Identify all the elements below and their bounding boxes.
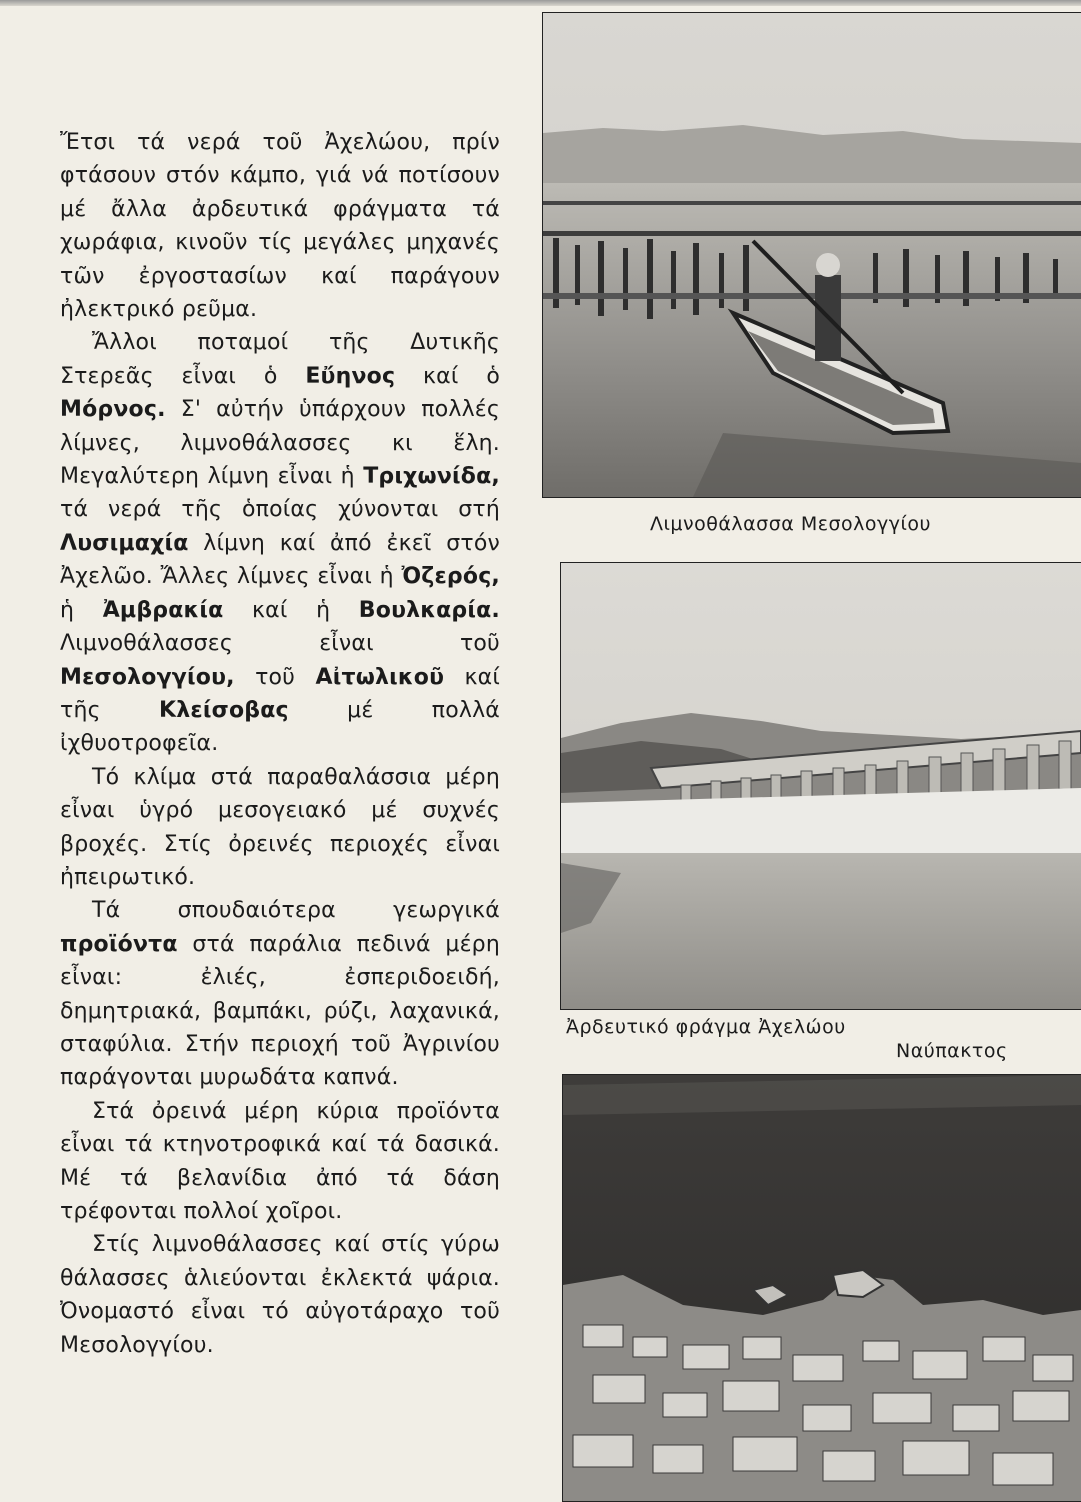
- paragraph-text: καί ὁ: [395, 363, 500, 389]
- bold-term: Αἰτωλικοῦ: [315, 664, 445, 690]
- paragraph-text: Λιμνοθάλασσες εἶναι τοῦ: [60, 631, 500, 657]
- bold-term: Εὔηνος: [305, 363, 396, 389]
- caption-photo1: Λιμνοθάλασσα Μεσολογγίου: [650, 513, 932, 535]
- photo-mesolongi-lagoon: [542, 12, 1081, 498]
- bold-term: Μεσολογγίου,: [60, 664, 235, 690]
- bold-term: Μόρνος.: [60, 397, 166, 423]
- page-top-border: [0, 0, 1081, 6]
- bold-term: Βουλκαρία.: [358, 597, 500, 623]
- paragraph-text: Τό κλίμα στά παραθαλάσσια μέρη εἶναι ὑγρό μεσογειακό μέ συχνές βροχές. Στίς ὀρεινές περιοχές εἶναι ἠπειρωτικό.: [60, 764, 500, 890]
- photo-acheloos-dam: [560, 562, 1081, 1010]
- body-paragraph: [60, 1095, 500, 1229]
- bold-term: Κλείσοβας: [159, 697, 289, 723]
- paragraph-text: Ἔτσι τά νερά τοῦ Ἀχελώου, πρίν φτάσουν στόν κάμπο, γιά νά ποτίσουν μέ ἄλλα ἀρδευτικά φράγματα τά χωράφια, κινοῦν τίς μεγάλες μηχανές τῶν ἐργοστασίων καί παράγουν ἠλεκτρικό ρεῦμα.: [60, 130, 500, 323]
- caption-photo2: Ἀρδευτικό φράγμα Ἀχελώου: [566, 1016, 846, 1038]
- paragraph-text: καί ἡ: [223, 597, 359, 623]
- bold-term: Ὀζερός,: [401, 564, 500, 590]
- body-paragraph: [60, 126, 500, 326]
- paragraph-text: Ἄλλοι ποταμοί τῆς Δυτικῆς Στερεᾶς εἶναι ὁ: [60, 330, 500, 389]
- body-paragraph: [60, 326, 500, 760]
- body-paragraph: [60, 761, 500, 895]
- paragraph-text: Σ' αὐτήν ὑπάρχουν πολλές λίμνες, λιμνοθάλασσες κι ἕλη. Μεγαλύτερη λίμνη εἶναι ἡ: [60, 397, 500, 490]
- paragraph-text: μέ πολλά ἰχθυοτροφεῖα.: [60, 697, 500, 757]
- irrigation-dam-image: [561, 563, 1081, 1009]
- paragraph-text: Στίς λιμνοθάλασσες καί στίς γύρω θάλασσες ἁλιεύονται ἐκλεκτά ψάρια. Ὀνομαστό εἶναι τό αὐγοτάραχο τοῦ Μεσολογγίου.: [60, 1232, 500, 1358]
- bold-term: Τριχωνίδα,: [363, 464, 500, 490]
- paragraph-text: Τά σπουδαιότερα γεωργικά: [92, 898, 500, 924]
- bold-term: Λυσιμαχία: [60, 530, 189, 556]
- paragraph-text: Στά ὀρεινά μέρη κύρια προϊόντα εἶναι τά κτηνοτροφικά καί τά δασικά. Μέ τά βελανίδια ἀπό τά δάση τρέφονται πολλοί χοῖροι.: [60, 1098, 500, 1224]
- paragraph-text: λίμνη καί ἀπό ἐκεῖ στόν Ἀχελῶο. Ἄλλες λίμνες εἶναι ἡ: [60, 530, 500, 590]
- body-text-column: [60, 126, 500, 1362]
- nafpaktos-harbor-image: [563, 1075, 1081, 1501]
- paragraph-text: ἡ: [60, 597, 103, 623]
- paragraph-text: τοῦ: [234, 664, 316, 690]
- bold-term: Ἀμβρακία: [102, 597, 224, 623]
- paragraph-text: τά νερά τῆς ὁποίας χύνονται στή: [60, 497, 500, 523]
- body-paragraph: [60, 1228, 500, 1362]
- caption-photo3: Ναύπακτος: [896, 1040, 1008, 1062]
- lagoon-fisherman-boat-image: [543, 13, 1081, 497]
- photo-nafpaktos: [562, 1074, 1081, 1502]
- paragraph-text: καί τῆς: [60, 664, 500, 723]
- body-paragraph: [60, 894, 500, 1094]
- paragraph-text: στά παράλια πεδινά μέρη εἶναι: ἐλιές, ἐσπεριδοειδή, δημητριακά, βαμπάκι, ρύζι, λαχανικά, σταφύλια. Στήν περιοχή τοῦ Ἀγρινίου παράγονται μυρωδάτα καπνά.: [60, 931, 500, 1091]
- bold-term: προϊόντα: [60, 931, 178, 957]
